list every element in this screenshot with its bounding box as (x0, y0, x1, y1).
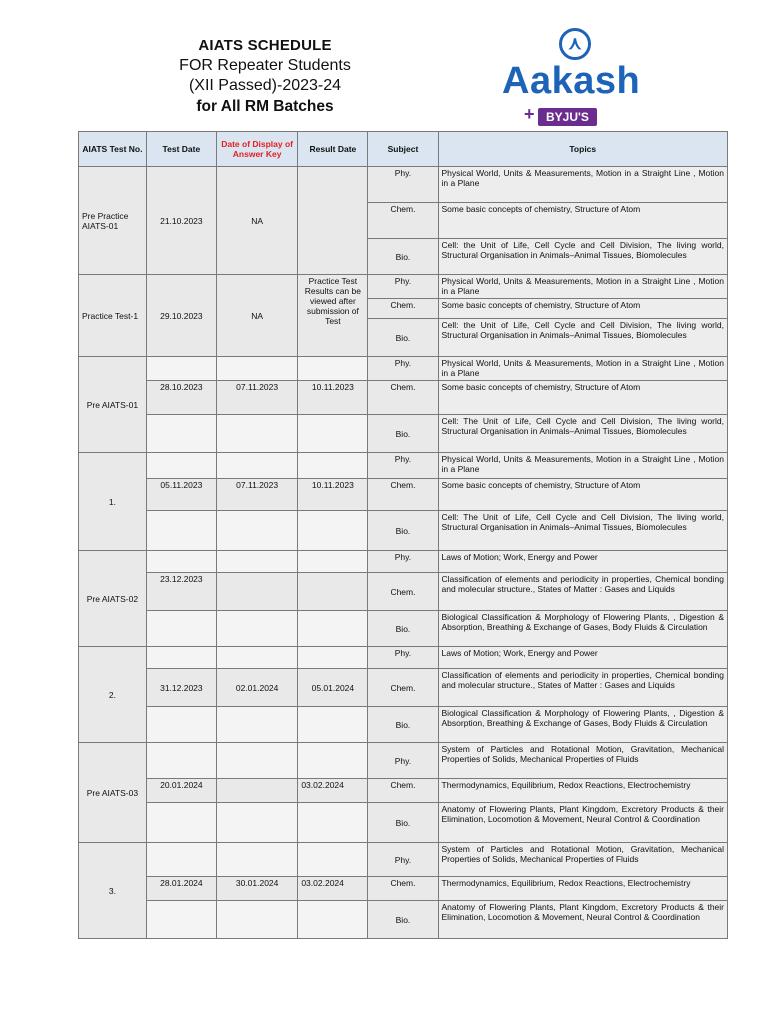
col-header-answer-key: Date of Display of Answer Key (216, 132, 297, 167)
table-row (79, 275, 728, 299)
subject: Bio. (368, 611, 438, 647)
table-row (79, 551, 728, 573)
result-date: 10.11.2023 (298, 479, 368, 511)
table-row (79, 381, 728, 415)
test-name: Pre AIATS-03 (79, 743, 147, 843)
table-row (79, 707, 728, 743)
topics: Some basic concepts of chemistry, Structure of Atom (438, 381, 727, 415)
table-row (79, 573, 728, 611)
table-row (79, 843, 728, 877)
answer-key-date: 02.01.2024 (216, 669, 297, 707)
subject: Chem. (368, 479, 438, 511)
answer-key-date (216, 779, 297, 803)
subject: Chem. (368, 877, 438, 901)
schedule-subtitle-2: (XII Passed)-2023-24 (188, 77, 342, 94)
subject: Chem. (368, 779, 438, 803)
topics: System of Particles and Rotational Motion, Gravitation, Mechanical Properties of Solids, Mechanical Properties of Fluids (438, 743, 727, 779)
test-date: 28.10.2023 (146, 381, 216, 415)
topics: Biological Classification & Morphology of Flowering Plants, , Digestion & Absorption, Breathing & Exchange of Gases, Body Fluids & Circulation (438, 611, 727, 647)
col-header-subject: Subject (368, 132, 438, 167)
test-name: 3. (79, 843, 147, 939)
test-name: 1. (79, 453, 147, 551)
test-name: Pre AIATS-02 (79, 551, 147, 647)
answer-key-date (216, 573, 297, 611)
subject: Phy. (368, 551, 438, 573)
schedule-table (78, 131, 728, 939)
topics: Laws of Motion; Work, Energy and Power (438, 551, 727, 573)
table-row (79, 479, 728, 511)
answer-key-date: NA (216, 275, 297, 357)
topics: Anatomy of Flowering Plants, Plant Kingdom, Excretory Products & their Elimination, Locomotion & Movement, Neural Control & Coordination (438, 803, 727, 843)
table-row (79, 877, 728, 901)
topics: Cell: the Unit of Life, Cell Cycle and Cell Division, The living world, Structural Organisation in Animals–Animal Tissues, Biomolecules (438, 239, 727, 275)
subject: Phy. (368, 167, 438, 203)
document-header (150, 36, 380, 117)
test-date: 05.11.2023 (146, 479, 216, 511)
answer-key-date: NA (216, 167, 297, 275)
subject: Chem. (368, 669, 438, 707)
table-row (79, 743, 728, 779)
col-header-test-no: AIATS Test No. (79, 132, 147, 167)
test-name: Pre Practice AIATS-01 (79, 167, 147, 275)
topics: Physical World, Units & Measurements, Motion in a Straight Line , Motion in a Plane (438, 275, 727, 299)
topics: Some basic concepts of chemistry, Structure of Atom (438, 299, 727, 319)
test-date: 23.12.2023 (146, 573, 216, 611)
schedule-title: AIATS SCHEDULE (198, 37, 332, 54)
test-date: 20.01.2024 (146, 779, 216, 803)
aakash-wordmark: Aakash (502, 60, 641, 102)
table-row (79, 901, 728, 939)
test-name: Pre AIATS-01 (79, 357, 147, 453)
test-name: Practice Test-1 (79, 275, 147, 357)
topics: Classification of elements and periodicity in properties, Chemical bonding and molecular structure., States of Matter : Gases and Liquids (438, 669, 727, 707)
subject: Bio. (368, 707, 438, 743)
table-row (79, 453, 728, 479)
topics: Thermodynamics, Equilibrium, Redox Reactions, Electrochemistry (438, 779, 727, 803)
subject: Chem. (368, 381, 438, 415)
col-header-topics: Topics (438, 132, 727, 167)
subject: Chem. (368, 299, 438, 319)
topics: Some basic concepts of chemistry, Structure of Atom (438, 479, 727, 511)
subject: Chem. (368, 573, 438, 611)
topics: Cell: The Unit of Life, Cell Cycle and Cell Division, The living world, Structural Organisation in Animals–Animal Tissues, Biomolecules (438, 415, 727, 453)
table-row (79, 669, 728, 707)
test-date: 29.10.2023 (146, 275, 216, 357)
subject: Phy. (368, 357, 438, 381)
test-name: 2. (79, 647, 147, 743)
result-date: 03.02.2024 (298, 779, 368, 803)
topics: Thermodynamics, Equilibrium, Redox Reactions, Electrochemistry (438, 877, 727, 901)
table-row (79, 611, 728, 647)
topics: System of Particles and Rotational Motion, Gravitation, Mechanical Properties of Solids, Mechanical Properties of Fluids (438, 843, 727, 877)
test-date: 28.01.2024 (146, 877, 216, 901)
test-date: 31.12.2023 (146, 669, 216, 707)
plus-icon: + (524, 104, 535, 124)
answer-key-date: 07.11.2023 (216, 381, 297, 415)
answer-key-date: 30.01.2024 (216, 877, 297, 901)
subject: Bio. (368, 803, 438, 843)
subject: Phy. (368, 843, 438, 877)
subject: Bio. (368, 239, 438, 275)
subject: Phy. (368, 453, 438, 479)
table-header-row (79, 132, 728, 167)
topics: Biological Classification & Morphology of Flowering Plants, , Digestion & Absorption, Breathing & Exchange of Gases, Body Fluids & Circulation (438, 707, 727, 743)
result-date (298, 167, 368, 275)
subject: Phy. (368, 647, 438, 669)
col-header-result-date: Result Date (298, 132, 368, 167)
subject: Phy. (368, 743, 438, 779)
table-row (79, 511, 728, 551)
subject: Bio. (368, 319, 438, 357)
table-row (79, 167, 728, 203)
topics: Laws of Motion; Work, Energy and Power (438, 647, 727, 669)
byjus-badge: BYJU'S (538, 108, 597, 126)
table-row (79, 647, 728, 669)
result-date (298, 573, 368, 611)
aakash-logo (500, 28, 660, 133)
topics: Physical World, Units & Measurements, Motion in a Straight Line , Motion in a Plane (438, 453, 727, 479)
topics: Cell: the Unit of Life, Cell Cycle and Cell Division, The living world, Structural Organisation in Animals–Animal Tissues, Biomolecules (438, 319, 727, 357)
topics: Cell: The Unit of Life, Cell Cycle and Cell Division, The living world, Structural Organisation in Animals–Animal Tissues, Biomolecules (438, 511, 727, 551)
topics: Classification of elements and periodicity in properties, Chemical bonding and molecular structure., States of Matter : Gases and Liquids (438, 573, 727, 611)
table-row (79, 357, 728, 381)
aakash-emblem-icon: ⋏ (559, 28, 591, 60)
schedule-batches: for All RM Batches (196, 98, 334, 115)
subject: Chem. (368, 203, 438, 239)
table-row (79, 779, 728, 803)
topics: Some basic concepts of chemistry, Structure of Atom (438, 203, 727, 239)
schedule-subtitle: FOR Repeater Students (179, 57, 351, 74)
test-date: 21.10.2023 (146, 167, 216, 275)
col-header-test-date: Test Date (146, 132, 216, 167)
subject: Phy. (368, 275, 438, 299)
table-row (79, 415, 728, 453)
topics: Anatomy of Flowering Plants, Plant Kingdom, Excretory Products & their Elimination, Locomotion & Movement, Neural Control & Coordination (438, 901, 727, 939)
result-date: 10.11.2023 (298, 381, 368, 415)
result-date: 05.01.2024 (298, 669, 368, 707)
answer-key-date: 07.11.2023 (216, 479, 297, 511)
result-date: Practice Test Results can be viewed after submission of Test (298, 275, 368, 357)
topics: Physical World, Units & Measurements, Motion in a Straight Line , Motion in a Plane (438, 167, 727, 203)
topics: Physical World, Units & Measurements, Motion in a Straight Line , Motion in a Plane (438, 357, 727, 381)
subject: Bio. (368, 511, 438, 551)
subject: Bio. (368, 415, 438, 453)
table-row (79, 803, 728, 843)
subject: Bio. (368, 901, 438, 939)
result-date: 03.02.2024 (298, 877, 368, 901)
